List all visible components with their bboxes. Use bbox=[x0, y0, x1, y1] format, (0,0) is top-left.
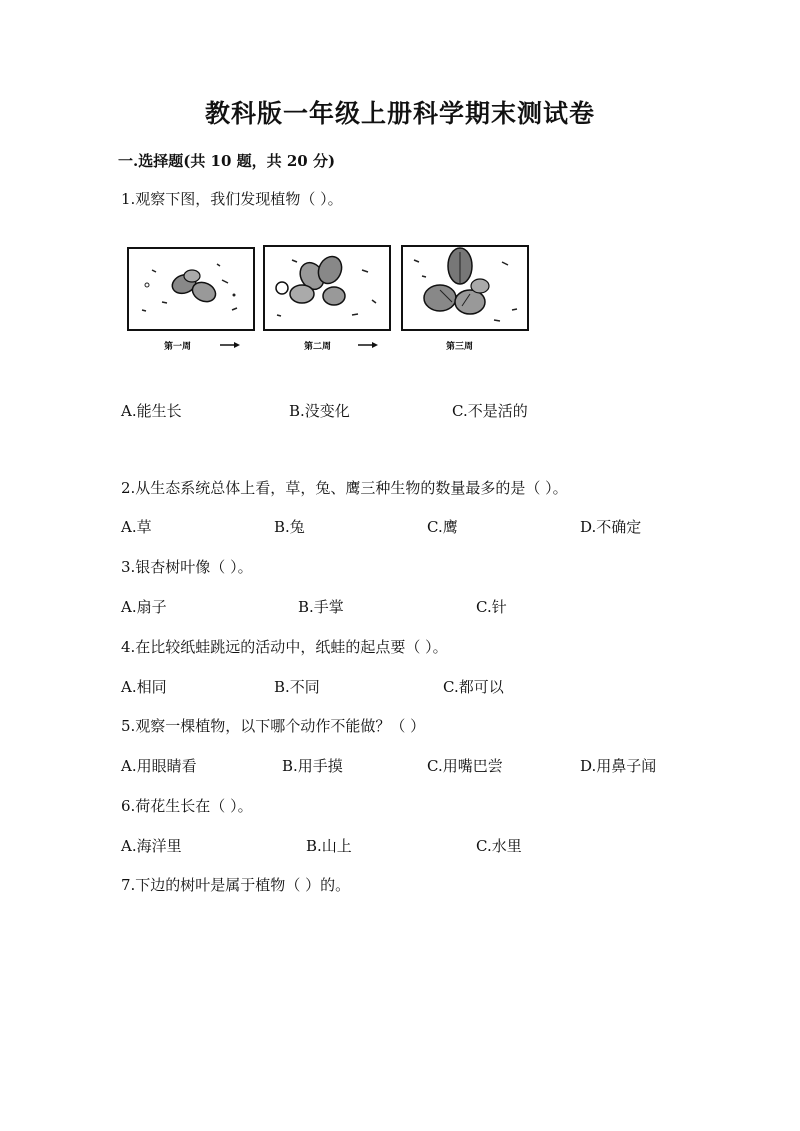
week-label-2: 第二周 bbox=[304, 342, 332, 352]
q5-option-a[interactable]: A.用眼睛看 bbox=[121, 757, 197, 775]
week1-panel bbox=[128, 248, 254, 330]
question-4: 4.在比较纸蛙跳远的活动中，纸蛙的起点要（ ）。 bbox=[121, 638, 448, 656]
question-2: 2.从生态系统总体上看，草，兔、鹰三种生物的数量最多的是（ ）。 bbox=[121, 479, 568, 497]
question-5: 5.观察一棵植物，以下哪个动作不能做？（ ） bbox=[121, 717, 426, 735]
question-1: 1.观察下图，我们发现植物（ ）。 bbox=[121, 190, 343, 208]
q2-option-d[interactable]: D.不确定 bbox=[580, 518, 642, 536]
q3-option-a[interactable]: A.扇子 bbox=[121, 598, 167, 616]
q6-option-b[interactable]: B.山上 bbox=[306, 837, 352, 855]
q4-option-a[interactable]: A.相同 bbox=[121, 678, 167, 696]
week-label-3: 第三周 bbox=[446, 342, 474, 352]
section-heading: 一.选择题(共 10 题，共 20 分) bbox=[118, 152, 336, 170]
q2-option-b[interactable]: B.兔 bbox=[274, 518, 305, 536]
q1-option-b[interactable]: B.没变化 bbox=[289, 402, 350, 420]
question-7: 7.下边的树叶是属于植物（ ）的。 bbox=[121, 876, 351, 894]
question-3: 3.银杏树叶像（ ）。 bbox=[121, 558, 253, 576]
page-title: 教科版一年级上册科学期末测试卷 bbox=[204, 99, 595, 128]
arrow-2 bbox=[358, 342, 378, 348]
q5-option-c[interactable]: C.用嘴巴尝 bbox=[427, 757, 503, 775]
q6-option-c[interactable]: C.水里 bbox=[476, 837, 522, 855]
week2-panel bbox=[264, 246, 390, 330]
q1-option-c[interactable]: C.不是活的 bbox=[452, 402, 528, 420]
week3-panel bbox=[402, 246, 528, 330]
q6-option-a[interactable]: A.海洋里 bbox=[121, 837, 182, 855]
q2-option-a[interactable]: A.草 bbox=[121, 518, 152, 536]
q5-option-b[interactable]: B.用手摸 bbox=[282, 757, 343, 775]
q2-option-c[interactable]: C.鹰 bbox=[427, 518, 458, 536]
q3-option-c[interactable]: C.针 bbox=[476, 598, 507, 616]
week-label-1: 第一周 bbox=[164, 342, 192, 352]
q3-option-b[interactable]: B.手掌 bbox=[298, 598, 344, 616]
q4-option-b[interactable]: B.不同 bbox=[274, 678, 320, 696]
arrow-1 bbox=[220, 342, 240, 348]
plant-growth-figure bbox=[122, 240, 542, 365]
q4-option-c[interactable]: C.都可以 bbox=[443, 678, 504, 696]
q1-option-a[interactable]: A.能生长 bbox=[121, 402, 182, 420]
q5-option-d[interactable]: D.用鼻子闻 bbox=[580, 757, 657, 775]
question-6: 6.荷花生长在（ ）。 bbox=[121, 797, 253, 815]
